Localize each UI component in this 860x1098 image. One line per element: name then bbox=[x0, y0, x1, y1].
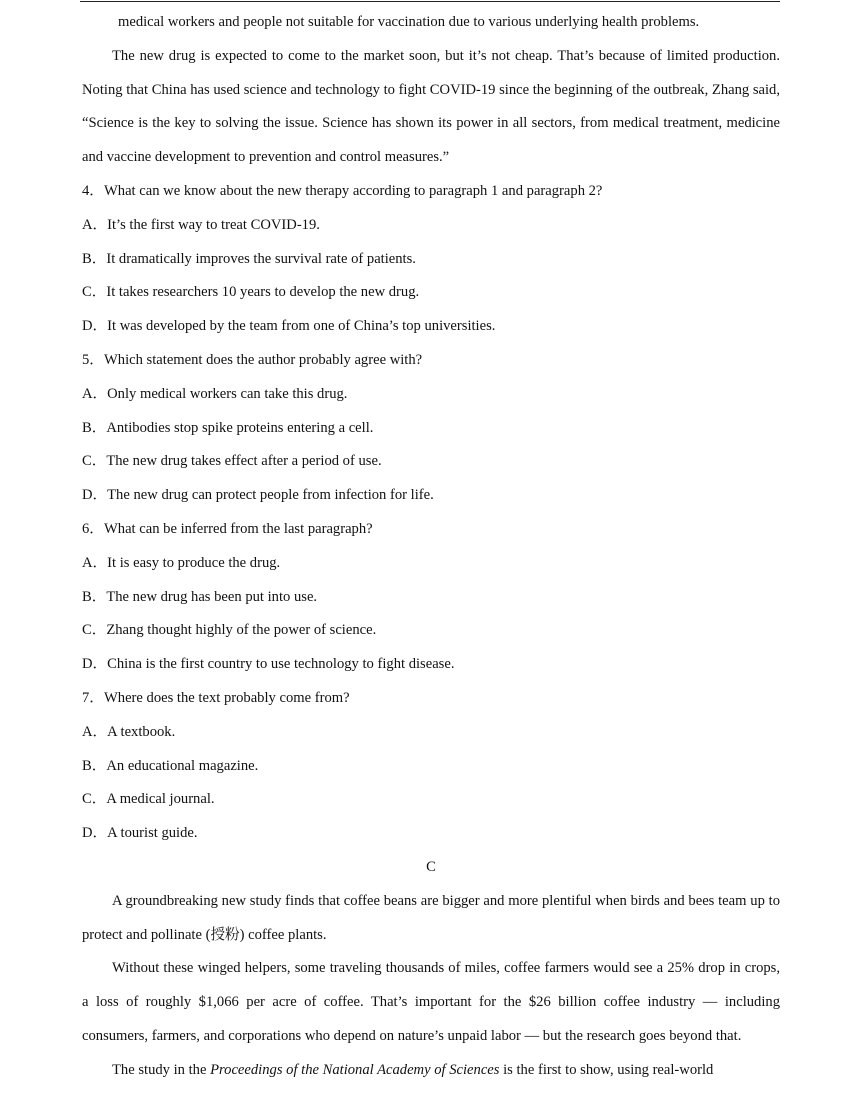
option-text: An educational magazine. bbox=[106, 757, 259, 774]
option-b[interactable] bbox=[82, 243, 780, 277]
option-letter: D． bbox=[82, 487, 108, 504]
question-text: What can we know about the new therapy according to paragraph 1 and paragraph 2? bbox=[104, 182, 603, 199]
option-text: It takes researchers 10 years to develop the new drug. bbox=[106, 284, 420, 301]
option-text: Zhang thought highly of the power of science. bbox=[106, 622, 377, 639]
option-c[interactable] bbox=[82, 276, 780, 310]
option-text: A medical journal. bbox=[106, 791, 215, 808]
option-letter: C． bbox=[82, 453, 107, 470]
option-letter: C． bbox=[82, 622, 107, 639]
option-b[interactable] bbox=[82, 750, 780, 784]
option-text: Antibodies stop spike proteins entering a cell. bbox=[106, 419, 374, 436]
question-stem bbox=[82, 513, 780, 547]
p3-text-before: The study in the bbox=[112, 1061, 211, 1078]
option-letter: C． bbox=[82, 791, 107, 808]
option-b[interactable] bbox=[82, 581, 780, 615]
question-text: Where does the text probably come from? bbox=[104, 689, 350, 706]
passage-c-paragraph-2: Without these winged helpers, some traveling thousands of miles, coffee farmers would see a 25% drop in crops, a loss of roughly $1,066 per acre of coffee. That’s important for the $26 billion coffee industry — including consumers, farmers, and corporations who depend on nature’s unpaid labor — but the research goes beyond that. bbox=[82, 960, 780, 1044]
option-letter: B． bbox=[82, 757, 107, 774]
option-text: The new drug can protect people from infection for life. bbox=[107, 487, 434, 504]
option-a[interactable] bbox=[82, 378, 780, 412]
option-letter: D． bbox=[82, 656, 108, 673]
option-a[interactable] bbox=[82, 716, 780, 750]
option-a[interactable] bbox=[82, 547, 780, 581]
passage-c-paragraph-1: A groundbreaking new study finds that coffee beans are bigger and more plentiful when birds and bees team up to protect and pollinate (授粉) coffee plants. bbox=[82, 892, 780, 943]
question-number: 6． bbox=[82, 520, 104, 537]
paragraph-last: The new drug is expected to come to the market soon, but it’s not cheap. That’s because of limited production. Noting that China has used science and technology to fight COVID-19 since the beginning of the outbreak, Zhang said, “Science is the key to solving the issue. Science has shown its power in all sectors, from medical treatment, medicine and vaccine development to prevention and control measures.” bbox=[82, 47, 780, 166]
question-6 bbox=[82, 513, 780, 682]
p3-text-after: is the first to show, using real-world bbox=[499, 1061, 714, 1078]
option-text: The new drug has been put into use. bbox=[106, 588, 318, 605]
option-d[interactable] bbox=[82, 817, 780, 851]
option-text: It’s the first way to treat COVID-19. bbox=[107, 216, 320, 233]
question-7 bbox=[82, 682, 780, 851]
option-text: China is the first country to use technology to fight disease. bbox=[107, 656, 455, 673]
question-number: 5． bbox=[82, 351, 104, 368]
option-letter: A． bbox=[82, 385, 108, 402]
option-text: It was developed by the team from one of China’s top universities. bbox=[107, 318, 496, 335]
option-letter: B． bbox=[82, 250, 107, 267]
option-a[interactable] bbox=[82, 209, 780, 243]
question-number: 7． bbox=[82, 689, 104, 706]
journal-title: Proceedings of the National Academy of Sciences bbox=[210, 1061, 500, 1078]
option-c[interactable] bbox=[82, 614, 780, 648]
section-heading: C bbox=[426, 858, 436, 875]
question-stem bbox=[82, 682, 780, 716]
question-stem bbox=[82, 175, 780, 209]
question-text: What can be inferred from the last paragraph? bbox=[104, 520, 373, 537]
option-letter: B． bbox=[82, 588, 107, 605]
option-letter: C． bbox=[82, 284, 107, 301]
questions-list bbox=[82, 175, 780, 851]
option-text: A textbook. bbox=[107, 723, 176, 740]
top-rule bbox=[80, 1, 780, 2]
option-letter: A． bbox=[82, 216, 108, 233]
option-text: The new drug takes effect after a period of use. bbox=[106, 453, 382, 470]
option-d[interactable] bbox=[82, 648, 780, 682]
option-d[interactable] bbox=[82, 310, 780, 344]
option-letter: A． bbox=[82, 723, 108, 740]
passage-c-paragraph-3 bbox=[82, 1054, 780, 1088]
question-stem bbox=[82, 344, 780, 378]
question-text: Which statement does the author probably agree with? bbox=[104, 351, 423, 368]
question-number: 4． bbox=[82, 182, 104, 199]
option-letter: B． bbox=[82, 419, 107, 436]
option-d[interactable] bbox=[82, 479, 780, 513]
document-page bbox=[82, 6, 780, 1088]
option-text: It dramatically improves the survival rate of patients. bbox=[106, 250, 416, 267]
option-letter: D． bbox=[82, 825, 108, 842]
question-5 bbox=[82, 344, 780, 513]
option-letter: D． bbox=[82, 318, 108, 335]
option-text: A tourist guide. bbox=[107, 825, 198, 842]
option-text: It is easy to produce the drug. bbox=[107, 554, 281, 571]
continuation-line: medical workers and people not suitable for vaccination due to various underlying health problems. bbox=[118, 14, 700, 30]
option-c[interactable] bbox=[82, 783, 780, 817]
question-4 bbox=[82, 175, 780, 344]
option-b[interactable] bbox=[82, 412, 780, 446]
option-letter: A． bbox=[82, 554, 108, 571]
option-text: Only medical workers can take this drug. bbox=[107, 385, 348, 402]
option-c[interactable] bbox=[82, 445, 780, 479]
